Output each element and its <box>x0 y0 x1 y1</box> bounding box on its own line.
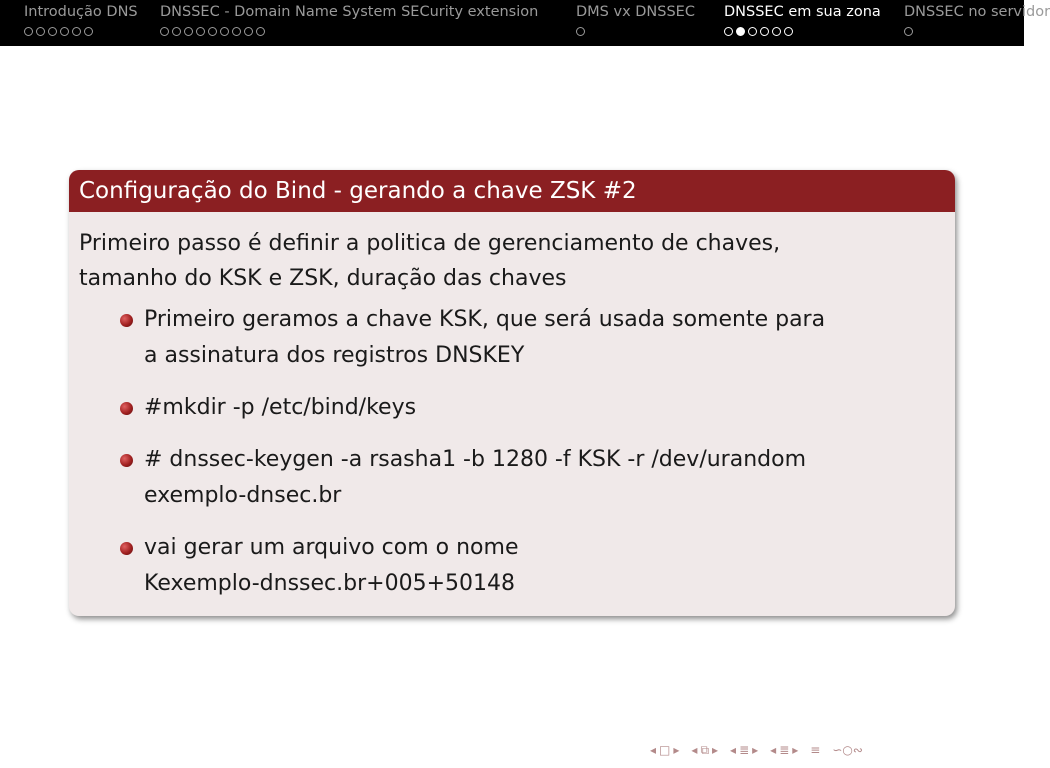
nav-section-title[interactable]: Introdução DNS <box>24 4 138 20</box>
frame-dot-icon[interactable] <box>904 27 913 36</box>
bullet-ball-icon <box>120 454 133 467</box>
bullet-ball-icon <box>120 314 133 327</box>
nav-section-dnssec-no-servidor[interactable] <box>904 2 1050 37</box>
list-item <box>79 530 935 602</box>
frame-dot-icon[interactable] <box>196 27 205 36</box>
bullet-list <box>79 302 935 602</box>
frame-dot-icon[interactable] <box>232 27 241 36</box>
frame-dot-icon[interactable] <box>24 27 33 36</box>
bullet-ball-icon <box>120 542 133 555</box>
nav-section-dnssec[interactable] <box>160 2 538 37</box>
next-frame-icon[interactable]: ▸ <box>673 743 680 757</box>
next-subsection-icon[interactable]: ▸ <box>712 743 719 757</box>
frame-dot-icon[interactable] <box>748 27 757 36</box>
subsection-nav-group <box>691 743 718 758</box>
frame-dot-icon[interactable] <box>576 27 585 36</box>
appendix-icon[interactable]: ≣ <box>779 743 790 757</box>
nav-frame-dots <box>576 25 695 37</box>
frame-nav-group <box>650 743 679 757</box>
item-line: exemplo-dnsec.br <box>144 483 342 508</box>
frame-dot-icon[interactable] <box>84 27 93 36</box>
frame-dot-icon[interactable] <box>172 27 181 36</box>
frame-dot-icon[interactable] <box>760 27 769 36</box>
prev-subsection-icon[interactable]: ◂ <box>691 743 698 757</box>
section-icon[interactable]: ≣ <box>739 743 750 757</box>
prev-appendix-icon[interactable]: ◂ <box>770 743 777 757</box>
frame-dot-icon[interactable] <box>36 27 45 36</box>
prev-section-icon[interactable]: ◂ <box>730 743 737 757</box>
prev-frame-icon[interactable]: ◂ <box>650 743 657 757</box>
item-line: vai gerar um arquivo com o nome <box>144 535 519 560</box>
next-appendix-icon[interactable]: ▸ <box>792 743 799 757</box>
beamer-navigation-symbols <box>650 740 863 760</box>
nav-frame-dots <box>24 25 138 37</box>
current-frame-dot-icon[interactable] <box>736 27 745 36</box>
list-item <box>79 442 935 514</box>
frame-dot-icon[interactable] <box>160 27 169 36</box>
nav-section-title[interactable]: DNSSEC em sua zona <box>724 4 881 20</box>
frame-dot-icon[interactable] <box>244 27 253 36</box>
item-line: Primeiro geramos a chave KSK, que será usada somente para <box>144 307 826 332</box>
frame-dot-icon[interactable] <box>48 27 57 36</box>
item-line: a assinatura dos registros DNSKEY <box>144 343 525 368</box>
frame-icon[interactable]: □ <box>659 743 671 757</box>
search-icon[interactable]: ∽○∾ <box>832 743 863 757</box>
section-navigation-bar <box>0 0 1050 46</box>
nav-section-dms-vx-dnssec[interactable] <box>576 2 695 37</box>
intro-line: tamanho do KSK e ZSK, duração das chaves <box>79 266 567 291</box>
item-line: Kexemplo-dnssec.br+005+50148 <box>144 571 515 596</box>
nav-section-introducao-dns[interactable] <box>24 2 138 37</box>
content-block <box>69 170 955 616</box>
frame-dot-icon[interactable] <box>724 27 733 36</box>
frame-dot-icon[interactable] <box>184 27 193 36</box>
frame-dot-icon[interactable] <box>220 27 229 36</box>
next-section-icon[interactable]: ▸ <box>752 743 759 757</box>
block-header <box>69 170 955 212</box>
item-line: #mkdir -p /etc/bind/keys <box>144 395 417 420</box>
bullet-ball-icon <box>120 402 133 415</box>
nav-section-title[interactable]: DNSSEC - Domain Name System SECurity extension <box>160 4 539 20</box>
frame-dot-icon[interactable] <box>60 27 69 36</box>
list-item <box>79 390 935 426</box>
intro-line: Primeiro passo é definir a politica de gerenciamento de chaves, <box>79 231 781 256</box>
nav-section-dnssec-em-sua-zona[interactable] <box>724 2 881 37</box>
list-item <box>79 302 935 374</box>
subsection-icon[interactable]: ⧉ <box>700 742 710 757</box>
nav-frame-dots <box>904 25 1050 37</box>
nav-frame-dots <box>160 25 538 37</box>
frame-dot-icon[interactable] <box>256 27 265 36</box>
item-line: # dnssec-keygen -a rsasha1 -b 1280 -f KSK -r /dev/urandom <box>144 447 807 472</box>
frame-dot-icon[interactable] <box>772 27 781 36</box>
block-title: Configuração do Bind - gerando a chave ZSK #2 <box>79 178 637 204</box>
align-icon[interactable]: ≡ <box>810 743 821 757</box>
nav-section-title[interactable]: DNSSEC no servidor <box>904 4 1050 20</box>
block-body <box>69 212 955 602</box>
nav-frame-dots <box>724 25 881 37</box>
frame-dot-icon[interactable] <box>208 27 217 36</box>
nav-section-title[interactable]: DMS vx DNSSEC <box>576 4 695 20</box>
frame-dot-icon[interactable] <box>72 27 81 36</box>
appendix-nav-group <box>770 743 798 757</box>
section-nav-group <box>730 743 758 757</box>
intro-paragraph <box>79 226 935 296</box>
frame-dot-icon[interactable] <box>784 27 793 36</box>
